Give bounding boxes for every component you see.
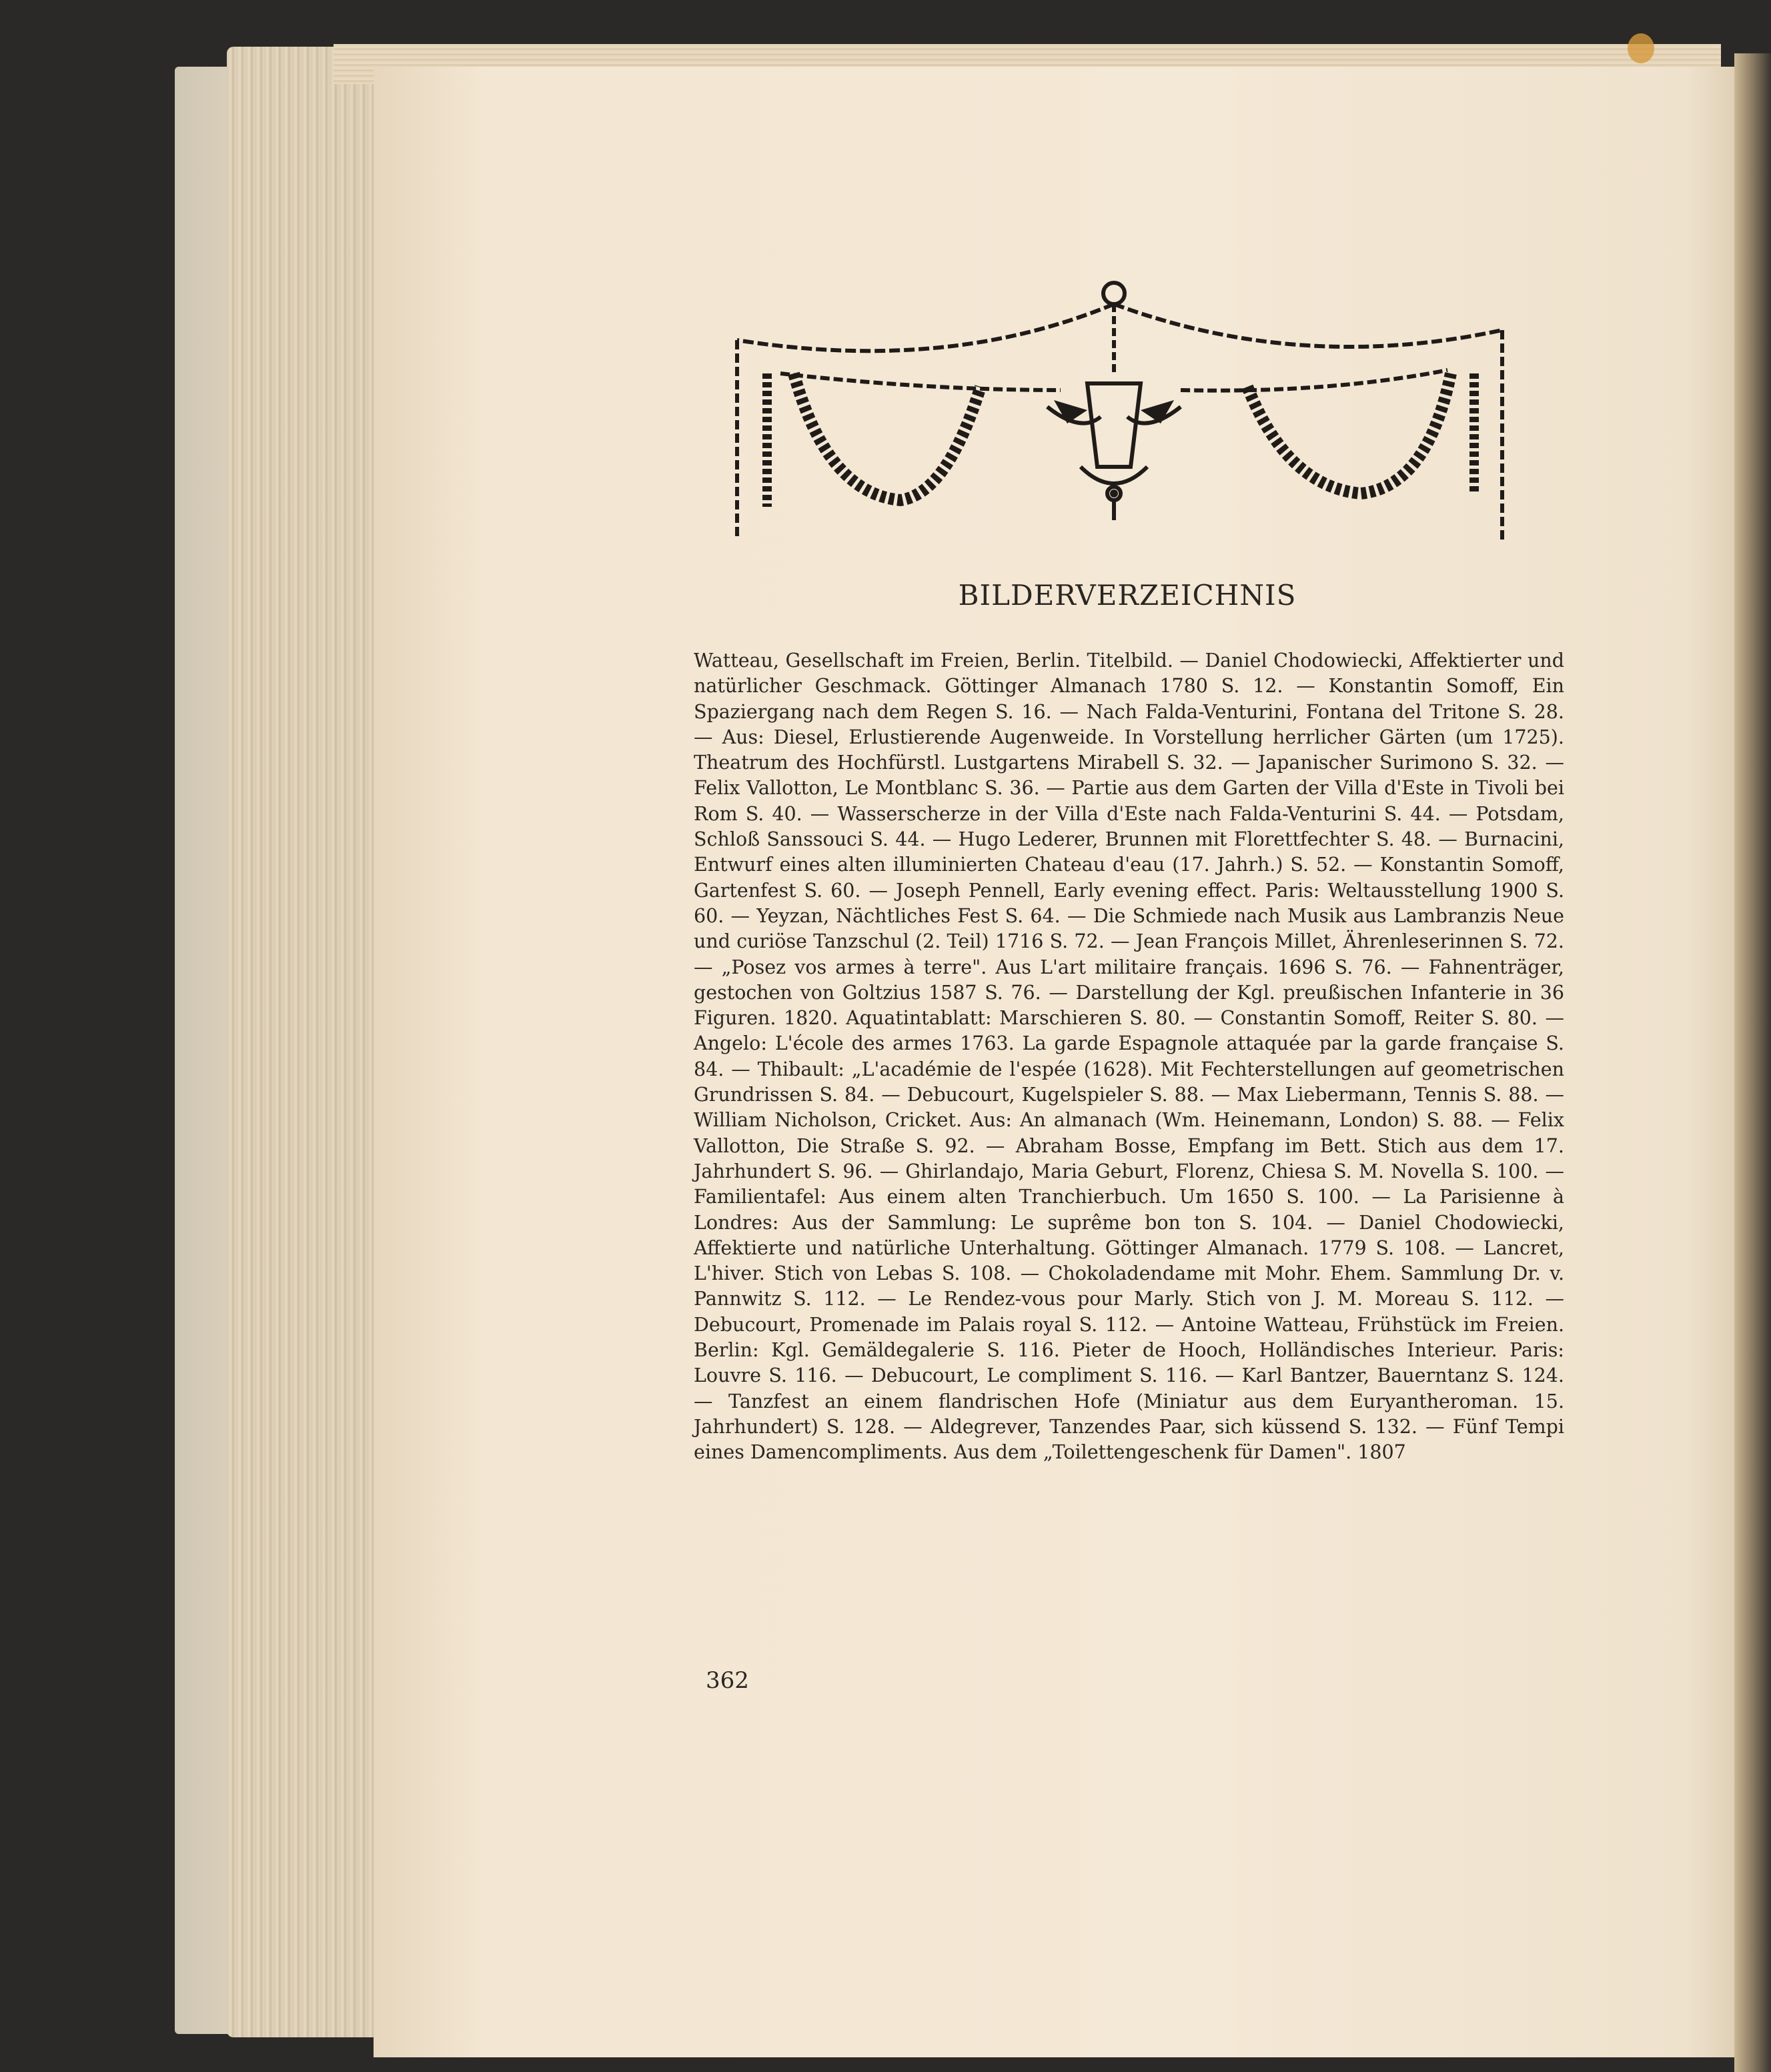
index-text: Watteau, Gesellschaft im Freien, Berlin. Titelbild. — Daniel Chodowiecki, Affektierter und natürlicher Geschmack. Göttinger Almanach 1780 S. 12. — Konstantin Somoff, Ein Spaziergang nach dem Regen S. 16. — Nach Falda-Venturini, Fontana del Tritone S. 28. — Aus: Diesel, Erlustierende Augenweide. In Vorstellung herrlicher Gärten (um 1725). Theatrum des Hochfürstl. Lustgartens Mirabell S. 32. — Japanischer Surimono S. 32. — Felix Vallotton, Le Montblanc S. 36. — Partie aus dem Garten der Villa d'Este in Tivoli bei Rom S. 40. — Wasserscherze in der Villa d'Este nach Falda-Venturini S. 44. — Potsdam, Schloß Sanssouci S. 44. — Hugo Lederer, Brunnen mit Florettfechter S. 48. — Burnacini, Entwurf eines alten illuminierten Chateau d'eau (17. Jahrh.) S. 52. — Konstantin Somoff, Gartenfest S. 60. — Joseph Pennell, Early evening effect. Paris: Weltausstellung 1900 S. 60. — Yeyzan, Nächtliches Fest S. 64. — Die Schmiede nach Musik aus Lambranzis Neue und curiöse Tanzschul (2. Teil) 1716 S. 72. — Jean François Millet, Ährenleserinnen S. 72. — „Posez vos armes à terre". Aus L'art militaire français. 1696 S. 76. — Fahnenträger, gestochen von Goltzius 1587 S. 76. — Darstellung der Kgl. preußischen Infanterie in 36 Figuren. 1820. Aquatintablatt: Marschieren S. 80. — Constantin Somoff, Reiter S. 80. — Angelo: L'école des armes 1763. La garde Espagnole attaquée par la garde française S. 84. — Thibault: „L'académie de l'espée (1628). Mit Fechterstellungen auf geometrischen Grundrissen S. 84. — Debucourt, Kugelspieler S. 88. — Max Liebermann, Tennis S. 88. — William Nicholson, Cricket. Aus: An almanach (Wm. Heinemann, London) S. 88. — Felix Vallotton, Die Straße S. 92. — Abraham Bosse, Empfang im Bett. Stich aus dem 17. Jahrhundert S. 96. — Ghirlandajo, Maria Geburt, Florenz, Chiesa S. M. Novella S. 100. — Familientafel: Aus einem alten Tranchierbuch. Um 1650 S. 100. — La Parisienne à Londres: Aus der Sammlung: Le suprême bon ton S. 104. — Daniel Chodowiecki, Affektierte und natürliche Unterhaltung. Göttinger Almanach. 1779 S. 108. — Lancret, L'hiver. Stich von Lebas S. 108. — Chokoladendame mit Mohr. Ehem. Sammlung Dr. v. Pannwitz S. 112. — Le Rendez-vous pour Marly. Stich von J. M. Moreau S. 112. — Debucourt, Promenade im Palais royal S. 112. — Antoine Watteau, Frühstück im Freien. Berlin: Kgl. Gemäldegalerie S. 116. Pieter de Hooch, Holländisches Interieur. Paris: Louvre S. 116. — Debucourt, Le compliment S. 116. — Karl Bantzer, Bauerntanz S. 124. — Tanzfest an einem flandrischen Hofe (Miniatur aus dem Euryantheroman. 15. Jahrhundert) S. 128. — Aldegrever, Tanzendes Paar, sich küssend S. 132. — Fünf Tempi eines Damencompliments. Aus dem „Toilettengeschenk für Damen". 1807 <box>694 650 1564 1464</box>
chain-garland-ornament-icon <box>727 273 1528 554</box>
page-title: BILDERVERZEICHNIS <box>958 579 1297 612</box>
gutter-shadow <box>1734 53 1771 2072</box>
stain-mark <box>1628 33 1654 63</box>
page-number: 362 <box>706 1667 749 1694</box>
